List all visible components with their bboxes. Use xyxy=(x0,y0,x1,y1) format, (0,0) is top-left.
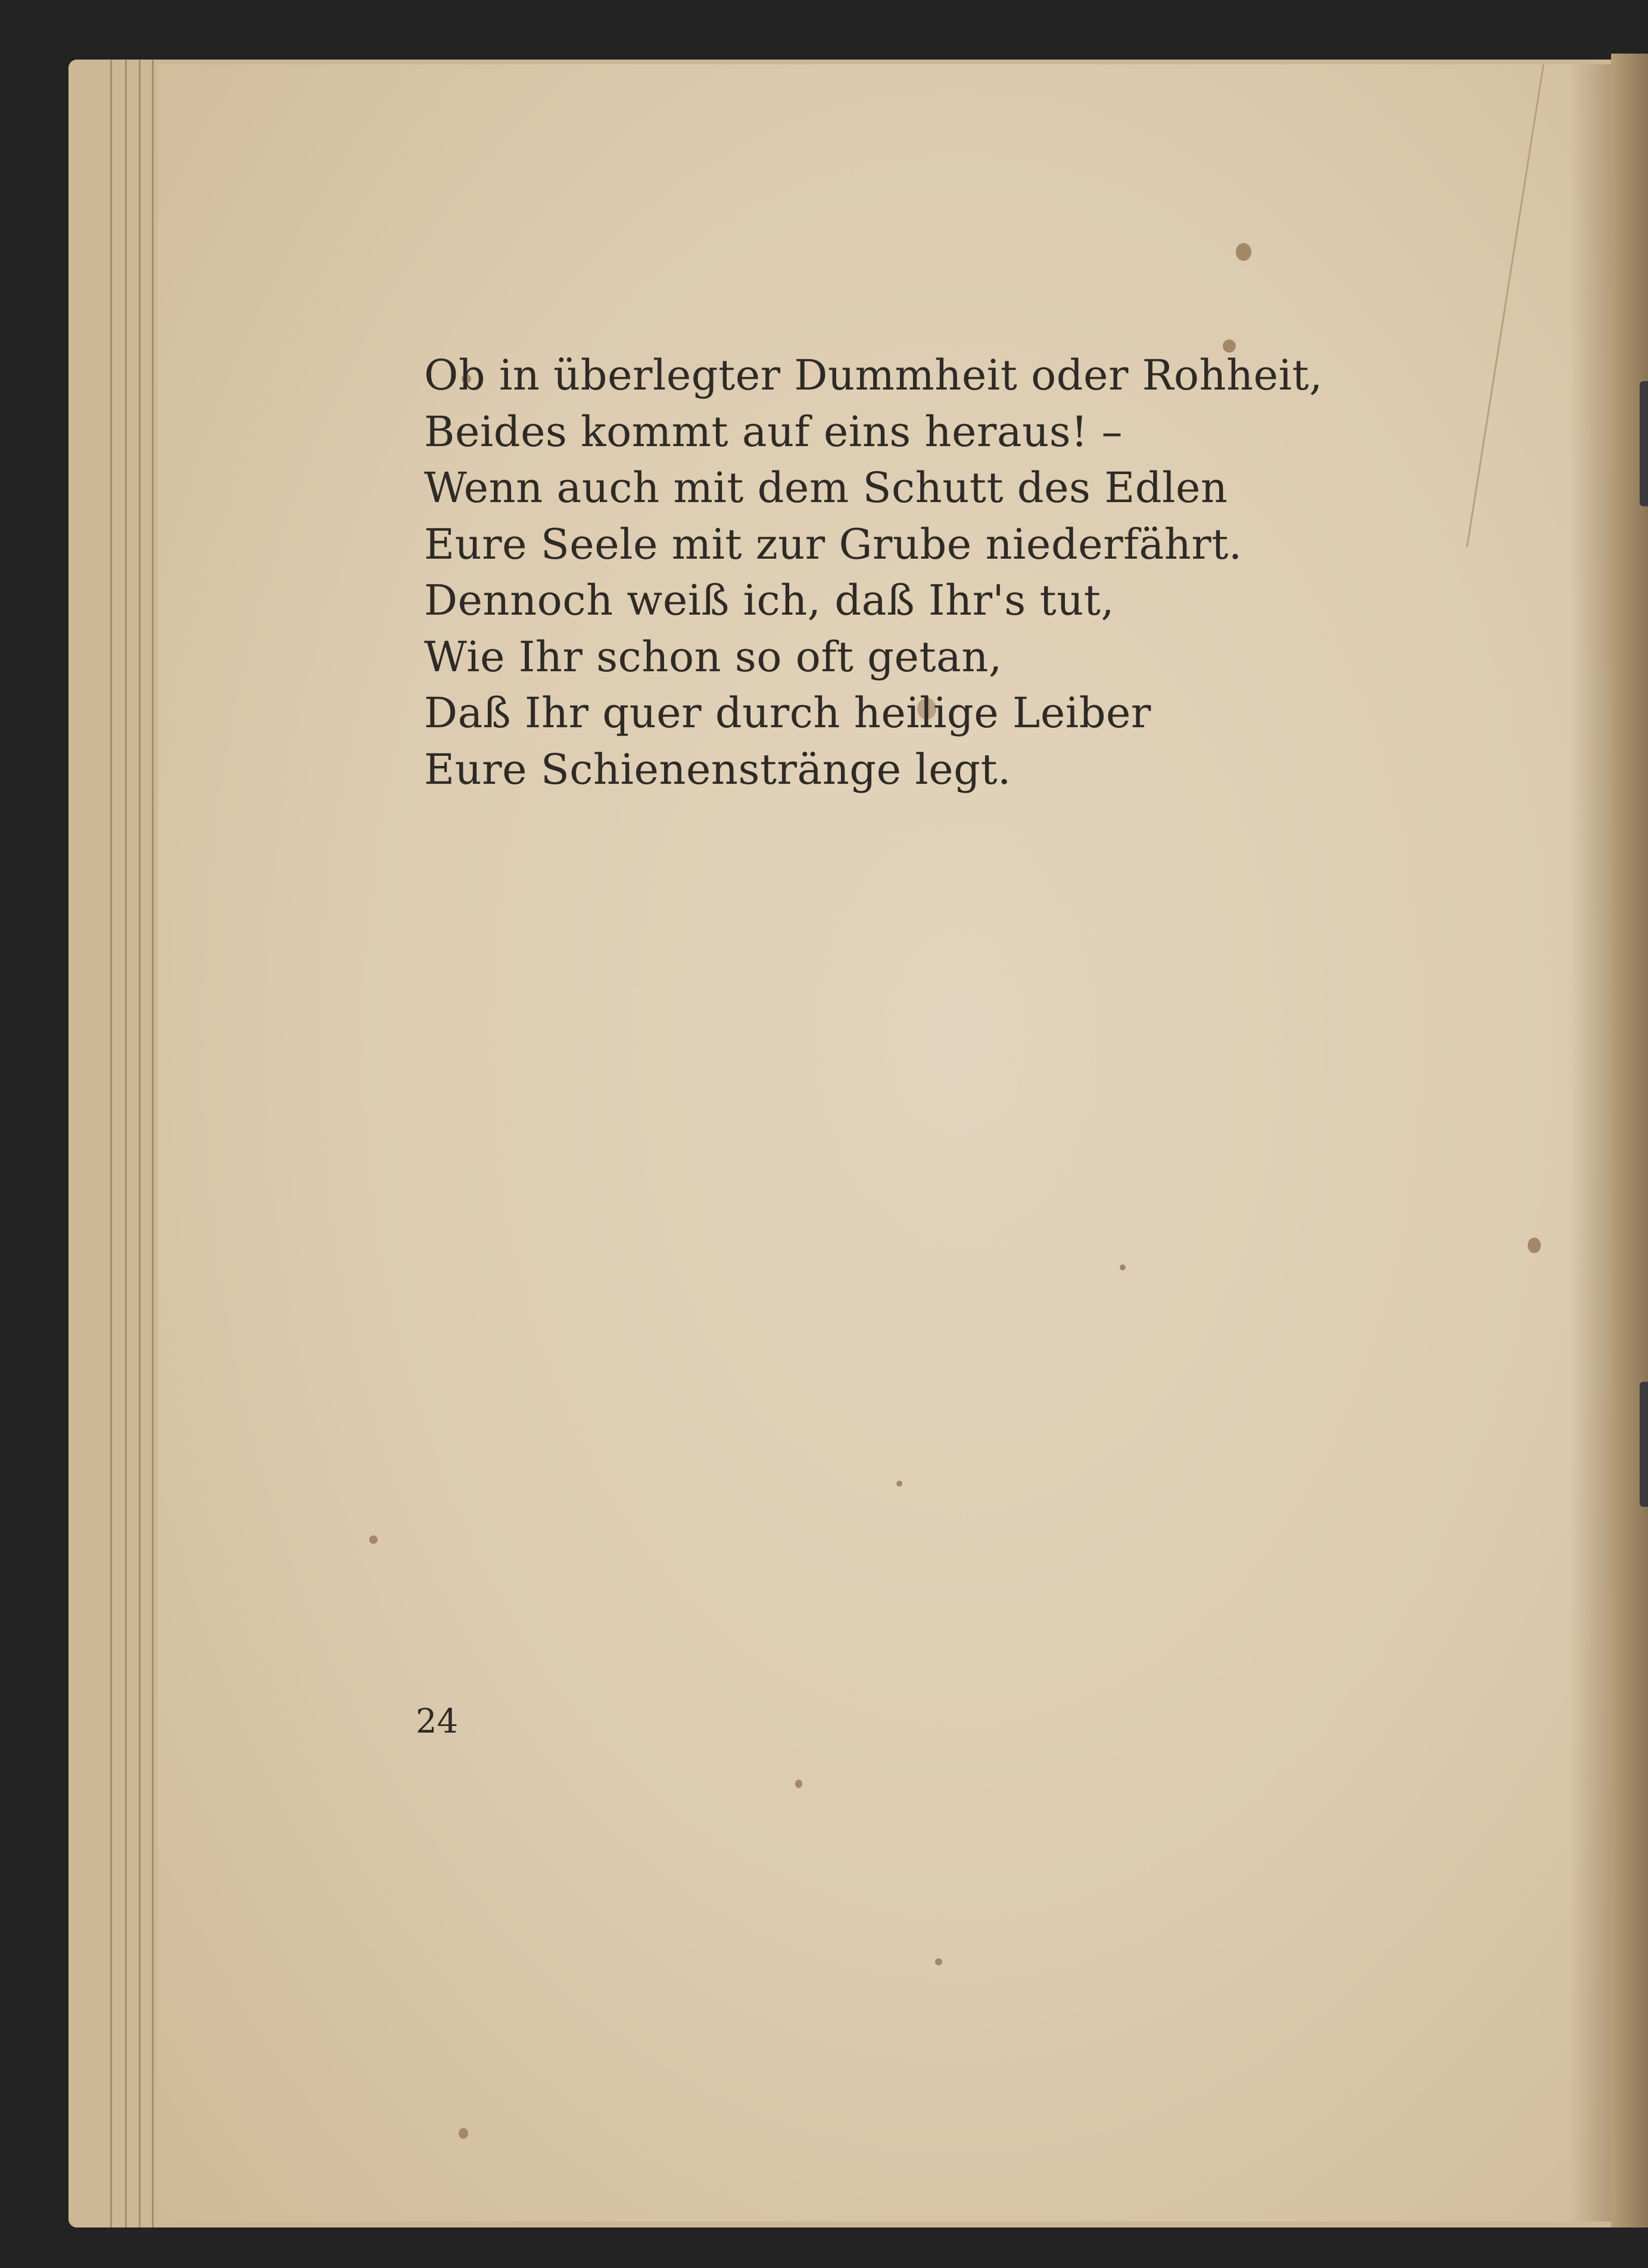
poem-line: Eure Seele mit zur Grube niederfährt. xyxy=(424,519,1242,569)
paper-speck xyxy=(896,1481,902,1487)
poem-line: Ob in überlegter Dummheit oder Rohheit, xyxy=(424,351,1323,400)
poem-line: Wie Ihr schon so oft getan, xyxy=(424,632,1002,681)
poem-line: Beides kommt auf eins heraus! – xyxy=(424,407,1123,456)
poem-line: Dennoch weiß ich, daß Ihr's tut, xyxy=(424,576,1115,625)
book-gutter xyxy=(1611,54,1648,2228)
page-edge xyxy=(152,60,154,2228)
paper-speck xyxy=(935,1958,942,1965)
paper-speck xyxy=(459,2128,468,2139)
poem-text xyxy=(424,347,1323,797)
poem-line: Eure Schienenstränge legt. xyxy=(424,744,1011,794)
poem-line: Wenn auch mit dem Schutt des Edlen xyxy=(424,463,1228,512)
paper-speck xyxy=(795,1780,802,1788)
paper-speck xyxy=(369,1535,378,1544)
page-edge xyxy=(139,60,141,2228)
page-edge xyxy=(125,60,127,2228)
paper-speck xyxy=(1236,243,1251,261)
paper-speck xyxy=(1528,1238,1541,1253)
binding-clip xyxy=(1640,1382,1648,1507)
page-edge xyxy=(110,60,112,2228)
page-number: 24 xyxy=(416,1702,459,1741)
binding-clip xyxy=(1640,381,1648,506)
page-shading xyxy=(1569,64,1611,2222)
poem-line: Daß Ihr quer durch heilige Leiber xyxy=(424,688,1151,737)
paper-speck xyxy=(1120,1264,1126,1270)
paper-crease xyxy=(1466,64,1544,547)
